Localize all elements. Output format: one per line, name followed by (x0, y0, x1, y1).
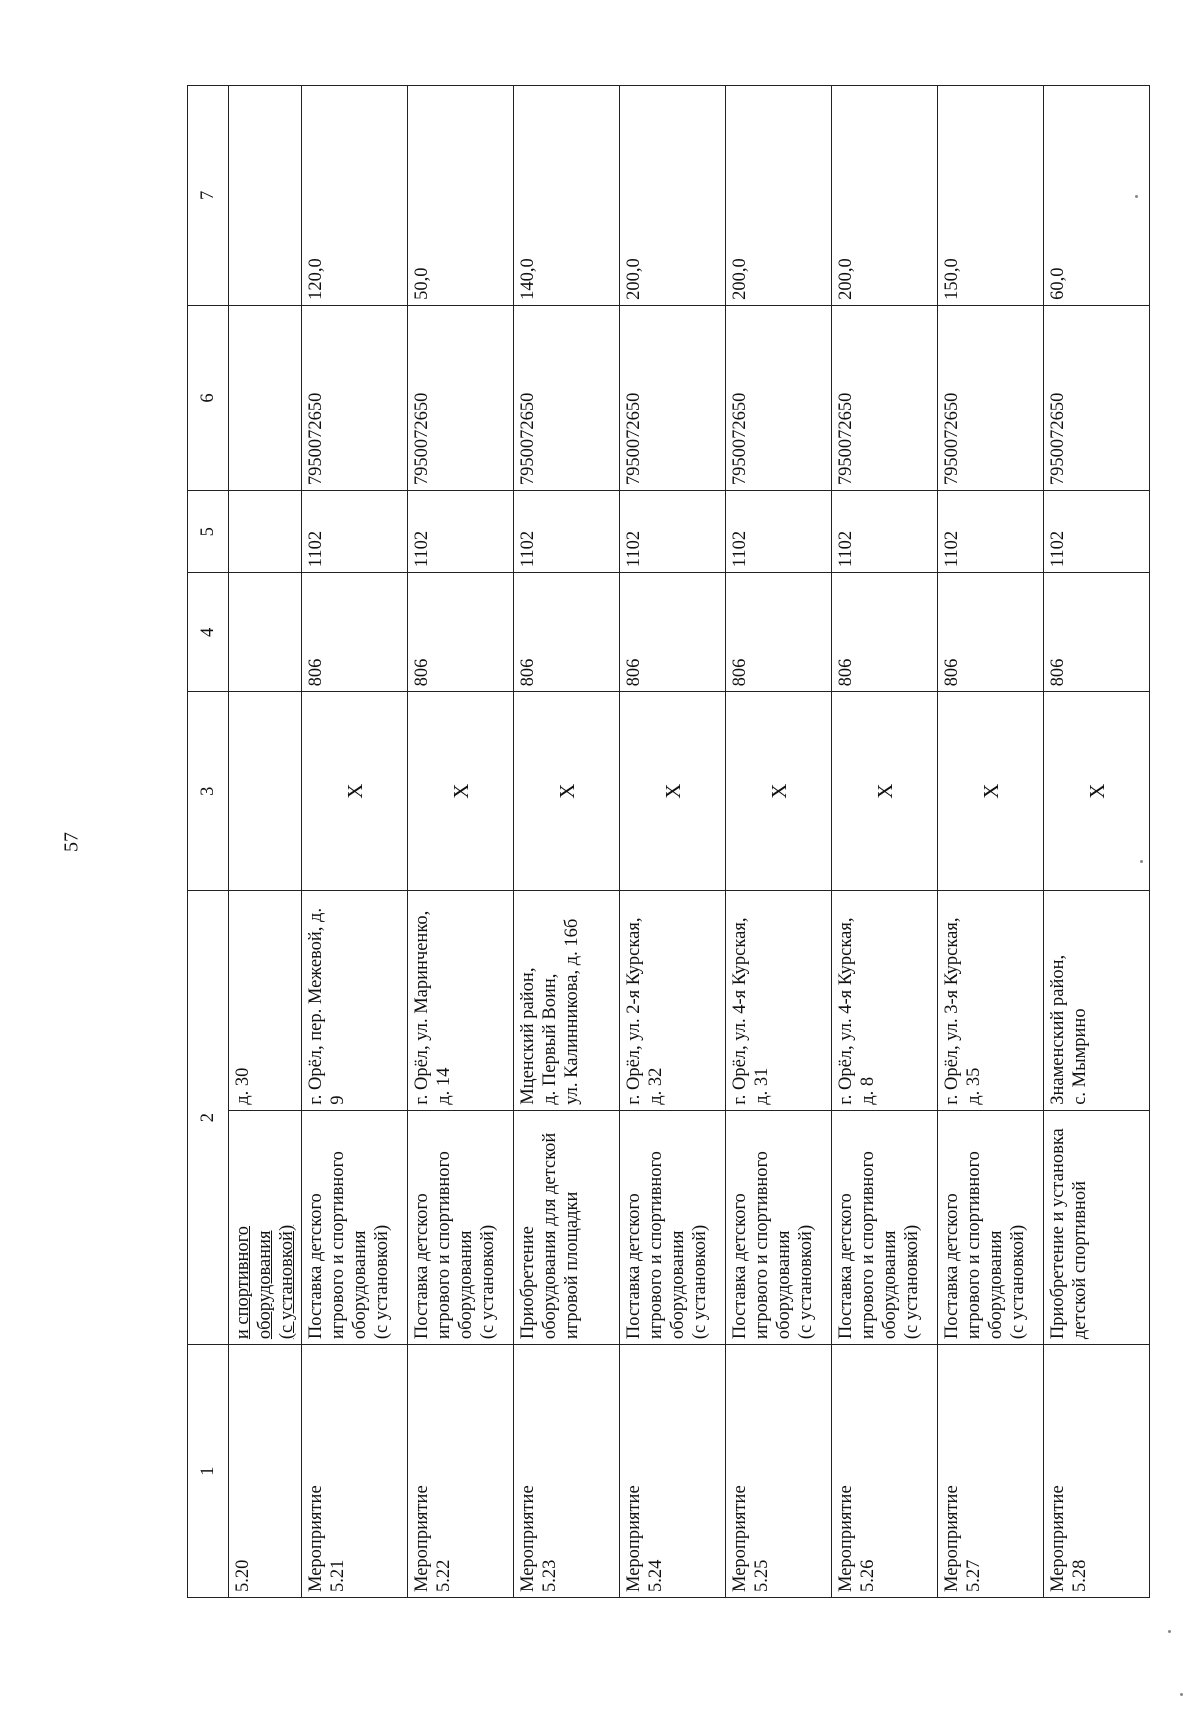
table-row (620, 86, 726, 1598)
table-row (302, 86, 408, 1598)
cell-col3: Х (408, 692, 514, 891)
cell-col7 (229, 86, 302, 306)
cell-col6: 7950072650 (302, 305, 408, 490)
cell-col6: 7950072650 (620, 305, 726, 490)
cell-address: г. Орёл, ул. 3-я Курская, д. 35 (938, 891, 1044, 1111)
cell-col5 (229, 491, 302, 573)
cell-col5: 1102 (302, 491, 408, 573)
header-col-2: 2 (188, 891, 229, 1345)
cell-col7: 140,0 (514, 86, 620, 306)
budget-table (187, 85, 1150, 1598)
cell-col7: 200,0 (832, 86, 938, 306)
cell-col5: 1102 (408, 491, 514, 573)
cell-col3 (229, 692, 302, 891)
header-col-7: 7 (188, 86, 229, 306)
cell-col3: Х (302, 692, 408, 891)
cell-col5: 1102 (620, 491, 726, 573)
cell-address: д. 30 (229, 891, 302, 1111)
cell-col6: 7950072650 (832, 305, 938, 490)
cell-col7: 150,0 (938, 86, 1044, 306)
header-col-3: 3 (188, 692, 229, 891)
cell-description: Поставка детского игрового и спортивного оборудования (с установкой) (408, 1110, 514, 1344)
cell-description: Приобретение и установка детской спортивной (1044, 1110, 1150, 1344)
table-row (514, 86, 620, 1598)
header-col-5: 5 (188, 491, 229, 573)
cell-col5: 1102 (726, 491, 832, 573)
cell-address: г. Орёл, ул. Маринченко, д. 14 (408, 891, 514, 1111)
cell-col4: 806 (302, 573, 408, 692)
cell-col4: 806 (726, 573, 832, 692)
cell-col3: Х (514, 692, 620, 891)
cell-address: Знаменский район, с. Мымрино (1044, 891, 1150, 1111)
cell-address: г. Орёл, ул. 2-я Курская, д. 32 (620, 891, 726, 1111)
cell-col7: 50,0 (408, 86, 514, 306)
cell-col7: 120,0 (302, 86, 408, 306)
cell-description: Поставка детского игрового и спортивного оборудования (с установкой) (832, 1110, 938, 1344)
header-col-4: 4 (188, 573, 229, 692)
page-number: 57 (60, 832, 83, 852)
cell-col5: 1102 (938, 491, 1044, 573)
cell-event: Мероприятие 5.22 (408, 1345, 514, 1598)
scan-speck (1135, 195, 1138, 198)
table-row (832, 86, 938, 1598)
cell-col6 (229, 305, 302, 490)
cell-col3: Х (1044, 692, 1150, 891)
cell-col4: 806 (408, 573, 514, 692)
cell-event: Мероприятие 5.25 (726, 1345, 832, 1598)
cell-address: г. Орёл, ул. 4-я Курская, д. 31 (726, 891, 832, 1111)
cell-description: Поставка детского игрового и спортивного оборудования (с установкой) (726, 1110, 832, 1344)
cell-col6: 7950072650 (726, 305, 832, 490)
header-col-6: 6 (188, 305, 229, 490)
rotated-table-container (187, 85, 1109, 1598)
scan-speck (1140, 860, 1143, 863)
table-row (938, 86, 1044, 1598)
cell-col6: 7950072650 (938, 305, 1044, 490)
cell-description: Поставка детского игрового и спортивного оборудования (с установкой) (620, 1110, 726, 1344)
cell-description: Поставка детского игрового и спортивного оборудования (с установкой) (938, 1110, 1044, 1344)
continuation-row (229, 86, 302, 1598)
cell-col6: 7950072650 (514, 305, 620, 490)
cell-event: Мероприятие 5.23 (514, 1345, 620, 1598)
cell-col3: Х (620, 692, 726, 891)
scan-speck (1180, 1693, 1183, 1696)
table-row (1044, 86, 1150, 1598)
cell-col3: Х (726, 692, 832, 891)
cell-item-number: 5.20 (229, 1345, 302, 1598)
cell-description: Приобретение оборудования для детской игровой площадки (514, 1110, 620, 1344)
cell-event: Мероприятие 5.28 (1044, 1345, 1150, 1598)
cell-col6: 7950072650 (408, 305, 514, 490)
cell-col3: Х (938, 692, 1044, 891)
cell-col3: Х (832, 692, 938, 891)
cell-description: Поставка детского игрового и спортивного оборудования (с установкой) (302, 1110, 408, 1344)
cell-col7: 200,0 (620, 86, 726, 306)
cell-address: г. Орёл, пер. Межевой, д. 9 (302, 891, 408, 1111)
cell-col4: 806 (1044, 573, 1150, 692)
cell-event: Мероприятие 5.21 (302, 1345, 408, 1598)
header-col-1: 1 (188, 1345, 229, 1598)
cell-col4: 806 (514, 573, 620, 692)
scan-speck (1168, 1630, 1171, 1633)
cell-col6: 7950072650 (1044, 305, 1150, 490)
cell-address: Мценский район, д. Первый Воин, ул. Калинникова, д. 16б (514, 891, 620, 1111)
cell-col4: 806 (832, 573, 938, 692)
cell-event: Мероприятие 5.27 (938, 1345, 1044, 1598)
cell-col5: 1102 (832, 491, 938, 573)
cell-description: и спортивного оборудования (с установкой) (229, 1110, 302, 1344)
cell-col4: 806 (620, 573, 726, 692)
table-row (726, 86, 832, 1598)
header-row (188, 86, 229, 1598)
cell-col4: 806 (938, 573, 1044, 692)
cell-col5: 1102 (514, 491, 620, 573)
cell-col5: 1102 (1044, 491, 1150, 573)
cell-col7: 60,0 (1044, 86, 1150, 306)
cell-col7: 200,0 (726, 86, 832, 306)
cell-event: Мероприятие 5.26 (832, 1345, 938, 1598)
table-row (408, 86, 514, 1598)
cell-event: Мероприятие 5.24 (620, 1345, 726, 1598)
cell-col4 (229, 573, 302, 692)
cell-address: г. Орёл, ул. 4-я Курская, д. 8 (832, 891, 938, 1111)
